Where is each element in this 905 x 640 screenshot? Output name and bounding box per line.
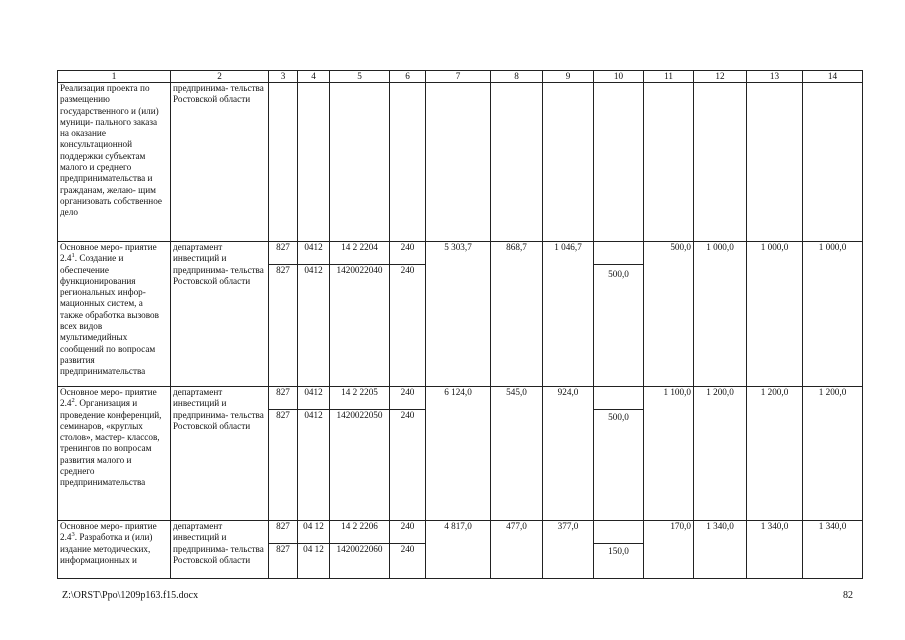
program-table xyxy=(57,70,863,579)
col-header: 4 xyxy=(298,71,330,83)
cell-y2017: 500,0 xyxy=(644,242,694,387)
col-header: 8 xyxy=(491,71,543,83)
col-header: 1 xyxy=(58,71,171,83)
cell-vr: 240 xyxy=(390,410,426,521)
col-header: 2 xyxy=(171,71,269,83)
cell-y2015: 377,0 xyxy=(543,521,594,579)
cell-vr: 240 xyxy=(390,544,426,579)
col-header: 10 xyxy=(594,71,644,83)
cell-y2017: 170,0 xyxy=(644,521,694,579)
cell-y2018: 1 000,0 xyxy=(694,242,747,387)
cell-grbs: 827 xyxy=(269,410,298,521)
cell-vr: 240 xyxy=(390,242,426,265)
header-row xyxy=(58,71,863,83)
cell-grbs: 827 xyxy=(269,387,298,410)
col-header: 11 xyxy=(644,71,694,83)
responsible-executor: департамент инвестиций и предпринима- тельства Ростовской области xyxy=(171,242,269,387)
cell-y2019: 1 340,0 xyxy=(747,521,803,579)
activity-name: Основное меро- приятие $2.4^3$. Разработка и (или) издание методических, информационных и xyxy=(58,521,171,579)
cell-grbs: 827 xyxy=(269,544,298,579)
cell-total: 5 303,7 xyxy=(426,242,491,387)
responsible-executor: департамент инвестиций и предпринима- тельства Ростовской области xyxy=(171,521,269,579)
cell-rzpr: 0412 xyxy=(298,410,330,521)
cell-y2016-value: 500,0 xyxy=(608,269,629,279)
footer-file-path: Z:\ORST\Ppo\1209p163.f15.docx xyxy=(62,590,199,601)
cell-y2016 xyxy=(594,387,644,410)
cell-csr: 1420022050 xyxy=(330,410,390,521)
cell-vr: 240 xyxy=(390,265,426,387)
activity-name: Реализация проекта по размещению государственного и (или) муници- пального заказа на оказание консультационной поддержки субъектам малого и среднего предпринимательства и гражданам, желаю- щим организовать собственное дело xyxy=(58,83,171,242)
cell-y2016-value: 500,0 xyxy=(608,412,629,422)
cell-y2020: 1 200,0 xyxy=(803,387,863,521)
cell-rzpr: 04 12 xyxy=(298,544,330,579)
cell-csr: 14 2 2204 xyxy=(330,242,390,265)
cell-total: 4 817,0 xyxy=(426,521,491,579)
cell-y2016 xyxy=(594,521,644,544)
cell-grbs: 827 xyxy=(269,242,298,265)
cell-csr: 14 2 2205 xyxy=(330,387,390,410)
table-row xyxy=(58,242,863,265)
col-header: 13 xyxy=(747,71,803,83)
cell-y2014: 868,7 xyxy=(491,242,543,387)
table-row xyxy=(58,83,863,242)
cell-y2018: 1 200,0 xyxy=(694,387,747,521)
cell-y2019: 1 200,0 xyxy=(747,387,803,521)
cell-vr: 240 xyxy=(390,387,426,410)
cell-y2016 xyxy=(594,265,644,387)
col-header: 3 xyxy=(269,71,298,83)
activity-name: Основное меро- приятие $2.4^2$. Организация и проведение конференций, семинаров, «круглых столов», мастер- классов, тренингов по вопросам развития малого и среднего предпринимательства xyxy=(58,387,171,521)
cell-y2020: 1 340,0 xyxy=(803,521,863,579)
col-header: 9 xyxy=(543,71,594,83)
cell-csr: 1420022060 xyxy=(330,544,390,579)
cell-rzpr: 0412 xyxy=(298,265,330,387)
cell-vr: 240 xyxy=(390,521,426,544)
cell-csr: 14 2 2206 xyxy=(330,521,390,544)
cell-y2020: 1 000,0 xyxy=(803,242,863,387)
cell-y2016 xyxy=(594,544,644,579)
cell-y2016 xyxy=(594,242,644,265)
responsible-executor: департамент инвестиций и предпринима- тельства Ростовской области xyxy=(171,387,269,521)
cell-y2014: 545,0 xyxy=(491,387,543,521)
cell-total: 6 124,0 xyxy=(426,387,491,521)
page-number: 82 xyxy=(843,590,853,601)
cell-grbs: 827 xyxy=(269,521,298,544)
cell-y2015: 924,0 xyxy=(543,387,594,521)
col-header: 5 xyxy=(330,71,390,83)
cell-y2019: 1 000,0 xyxy=(747,242,803,387)
cell-csr: 1420022040 xyxy=(330,265,390,387)
cell-y2016-value: 150,0 xyxy=(608,546,629,556)
col-header: 6 xyxy=(390,71,426,83)
cell-rzpr: 0412 xyxy=(298,387,330,410)
cell-y2016 xyxy=(594,410,644,521)
col-header: 14 xyxy=(803,71,863,83)
activity-name: Основное меро- приятие $2.4^1$. Создание и обеспечение функционирования региональных инфор- мационных систем, а также обработка вызовов всех видов мультимедийных сообщений по вопросам развития предпринимательства xyxy=(58,242,171,387)
cell-y2015: 1 046,7 xyxy=(543,242,594,387)
cell-rzpr: 0412 xyxy=(298,242,330,265)
col-header: 12 xyxy=(694,71,747,83)
cell-y2017: 1 100,0 xyxy=(644,387,694,521)
responsible-executor: предпринима- тельства Ростовской области xyxy=(171,83,269,242)
cell-grbs: 827 xyxy=(269,265,298,387)
cell-y2018: 1 340,0 xyxy=(694,521,747,579)
col-header: 7 xyxy=(426,71,491,83)
cell-y2014: 477,0 xyxy=(491,521,543,579)
cell-rzpr: 04 12 xyxy=(298,521,330,544)
table-row xyxy=(58,387,863,410)
table-row xyxy=(58,521,863,544)
